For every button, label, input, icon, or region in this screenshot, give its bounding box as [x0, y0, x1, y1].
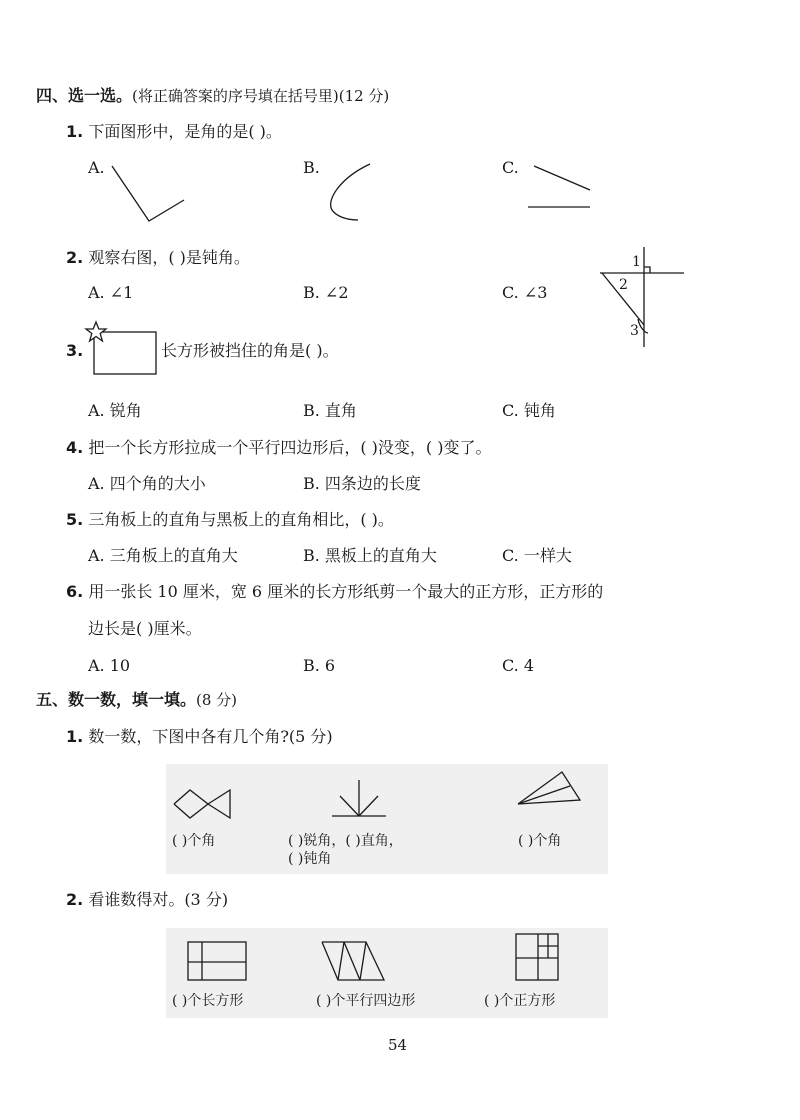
section-4-heading: [36, 88, 389, 104]
rectangle-count-label: ( )个长方形: [172, 993, 244, 1009]
q2-figure-angles: [600, 245, 690, 350]
rectangles-figure: [186, 938, 250, 984]
section-4-title: 四、选一选。: [36, 86, 133, 105]
q1-figure-curve: [318, 158, 378, 228]
q1-option-a[interactable]: A.: [88, 158, 105, 177]
q5-option-a[interactable]: A. 三角板上的直角大: [88, 546, 238, 565]
q6-option-a[interactable]: A. 10: [88, 656, 131, 675]
section-4-note: (将正确答案的序号填在括号里)(12 分): [132, 87, 390, 105]
question-text: 三角板上的直角与黑板上的直角相比，( )。: [88, 510, 394, 529]
q3-option-c[interactable]: C. 钝角: [502, 401, 556, 420]
q4-option-a[interactable]: A. 四个角的大小: [88, 474, 206, 493]
q6-option-c[interactable]: C. 4: [502, 656, 535, 675]
parallelograms-figure: [320, 938, 388, 984]
squares-figure: [514, 930, 562, 984]
section-5-question-1: [66, 729, 333, 745]
question-text: 观察右图，( )是钝角。: [88, 248, 250, 267]
question-2: [66, 250, 250, 266]
q1-option-c[interactable]: C.: [502, 158, 519, 177]
q5-option-b[interactable]: B. 黑板上的直角大: [303, 546, 437, 565]
page-number: 54: [388, 1036, 408, 1054]
q2-option-a[interactable]: A. ∠1: [88, 283, 134, 302]
question-3-text: 长方形被挡住的角是( )。: [161, 341, 339, 360]
question-5: [66, 512, 394, 528]
question-1: [66, 124, 282, 140]
q2-angle-label-3: 3: [630, 323, 639, 339]
parallelogram-count-label: ( )个平行四边形: [316, 993, 416, 1009]
question-6-text-line2: 边长是( )厘米。: [88, 619, 202, 638]
triangle-figure: [514, 768, 584, 808]
q2-angle-label-2: 2: [619, 277, 628, 293]
q4-option-b[interactable]: B. 四条边的长度: [303, 474, 421, 493]
square-count-label: ( )个正方形: [484, 993, 556, 1009]
section-5-question-2: [66, 892, 228, 908]
question-3-number: 3.: [66, 341, 84, 360]
q6-option-b[interactable]: B. 6: [303, 656, 336, 675]
question-text: 看谁数得对。(3 分): [88, 890, 229, 909]
q3-figure-rectangle-with-star: [84, 320, 164, 380]
q1-figure-angle: [108, 160, 188, 230]
question-number: 2.: [66, 890, 84, 909]
q2-angle-label-1: 1: [632, 254, 641, 270]
fan-obtuse-count-label: ( )钝角: [288, 851, 332, 867]
question-number: 6.: [66, 582, 84, 601]
q2-option-c[interactable]: C. ∠3: [502, 283, 548, 302]
question-6: [66, 584, 603, 600]
question-number: 5.: [66, 510, 84, 529]
question-text: 下面图形中，是角的是( )。: [88, 122, 282, 141]
fish-angle-count-label: ( )个角: [172, 833, 216, 849]
question-text: 把一个长方形拉成一个平行四边形后，( )没变，( )变了。: [88, 438, 492, 457]
q1-option-b[interactable]: B.: [303, 158, 320, 177]
section-5-heading: [36, 692, 237, 708]
question-number: 4.: [66, 438, 84, 457]
q3-option-a[interactable]: A. 锐角: [88, 401, 142, 420]
section-5-title: 五、数一数，填一填。: [36, 690, 197, 709]
question-4: [66, 440, 491, 456]
question-text: 用一张长 10 厘米，宽 6 厘米的长方形纸剪一个最大的正方形，正方形的: [88, 582, 604, 601]
q2-option-b[interactable]: B. ∠2: [303, 283, 349, 302]
triangle-angle-count-label: ( )个角: [518, 833, 562, 849]
question-number: 1.: [66, 122, 84, 141]
fish-figure: [170, 786, 240, 826]
q5-option-c[interactable]: C. 一样大: [502, 546, 572, 565]
section-5-note: (8 分): [196, 691, 238, 709]
q3-option-b[interactable]: B. 直角: [303, 401, 357, 420]
question-number: 1.: [66, 727, 84, 746]
q1-figure-two-lines: [520, 162, 600, 212]
fan-acute-right-count-label: ( )锐角，( )直角，: [288, 833, 403, 849]
fan-rays-figure: [330, 778, 390, 822]
question-text: 数一数，下图中各有几个角?(5 分): [88, 727, 333, 746]
question-number: 2.: [66, 248, 84, 267]
